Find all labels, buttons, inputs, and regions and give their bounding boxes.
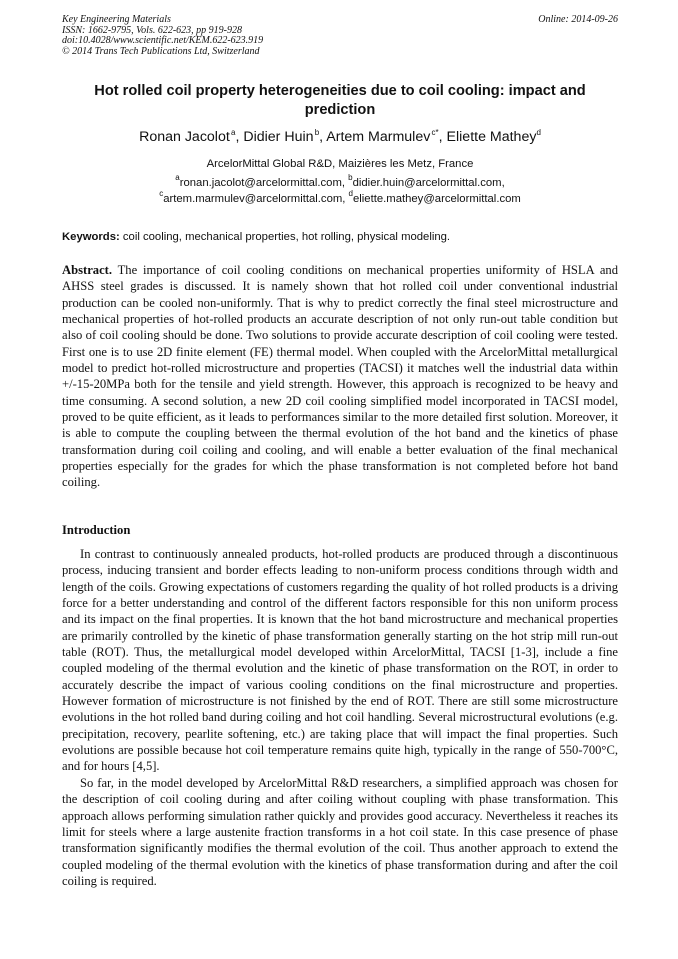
introduction-section bbox=[62, 546, 618, 889]
email-list bbox=[62, 173, 618, 207]
author-name: Didier Huin bbox=[243, 129, 314, 145]
author-superscript: c* bbox=[431, 128, 439, 137]
email-address[interactable]: ronan.jacolot@arcelormittal.com, bbox=[179, 177, 346, 189]
abstract-label: Abstract. bbox=[62, 263, 113, 277]
abstract-text: The importance of coil cooling conditions on mechanical properties uniformity of HSLA and AHSS steel grades is discussed. It is namely shown that hot rolled coil under conventional industrial production can be cooled non-uniformly. That is why to predict correctly the final steel microstructure and mechanical properties of hot-rolled products an accurate description of not only run-out table condition but also of coil cooling should be done. Two solutions to provide accurate description of coil cooling were tested. First one is to use 2D finite element (FE) thermal model. When coupled with the ArcelorMittal metallurgical model to predict hot-rolled microstructure and properties (TACSI) it matches well the industrial data within +/-15-20MPa both for the tensile and yield strength. However, this approach is recognized to be heavy and time consuming. A second solution, a new 2D coil cooling simplified model incorporated in TACSI model, proved to be quite efficient, as it leads to performances similar to the more detailed first solution. Moreover, it is able to compute the coupling between the thermal evolution of the hot band and the kinetics of phase transformation during coil coiling and cooling, and will enable a better evaluation of the final mechanical properties especially for the grades for which the phase transformation is not completed before hot band coiling. bbox=[62, 263, 619, 490]
email-address[interactable]: artem.marmulev@arcelormittal.com, bbox=[163, 192, 346, 205]
journal-header bbox=[62, 15, 618, 57]
section-heading-introduction: Introduction bbox=[62, 523, 131, 537]
email-address[interactable]: eliette.mathey@arcelormittal.com bbox=[353, 192, 521, 205]
author-superscript: d bbox=[536, 128, 541, 137]
keywords-label: Keywords: bbox=[62, 231, 120, 243]
doi-line: doi:10.4028/www.scientific.net/KEM.622-623.919 bbox=[62, 35, 264, 47]
author-superscript: a bbox=[230, 128, 236, 137]
paragraph: So far, in the model developed by ArcelorMittal R&D researchers, a simplified approach was chosen for the description of coil cooling during and after coiling without coupling with phase transformation. This approach allows performing simulation rather quickly and provides good accuracy. Nevertheless it reaches its limit for steels where a large austenite fraction transforms in a hot coil state. In this case presence of phase transformation significantly modifies the thermal evolution of the coil. Thus another approach to extend the coupled modeling of the thermal evolution with the kinetics of phase transformation during and after the coil coiling is required. bbox=[62, 775, 618, 888]
paragraph: In contrast to continuously annealed products, hot-rolled products are produced through a discontinuous process, inducing transient and border effects leading to non-uniform process conditions through width and length of the coils. Growing expectations of customers regarding the quality of hot rolled products is a driving force for a better understanding and control of the different factors responsible for this non uniform process and its impact on the final properties. It is known that the hot band microstructure and mechanical properties are primarily controlled by the kinetic of phase transformation generally starting on the hot strip mill run-out table (ROT). Thus, the metallurgical model developed within ArcelorMittal, TACSI [1-3], include a fine coupled modeling of the thermal evolution and the kinetic of phase transformation on the ROT, in order to accurately describe the impact of various cooling conditions on the final microstructure and properties. However formation of microstructure is not finished by the end of ROT. There are still some microstructure evolutions in the hot rolled band during coiling and hot coil handling. Several microstructural evolutions (e.g. precipitation, recovery, pearlite softening, etc.) are taking place that will impact the final properties. Such evolutions are possible because hot coil temperature remains quite high, typically in the range of 550-700°C, and for hours [4,5]. bbox=[62, 547, 618, 774]
keywords bbox=[62, 230, 618, 245]
paper-title: Hot rolled coil property heterogeneities due to coil cooling: impact and prediction bbox=[94, 83, 586, 118]
keywords-text: coil cooling, mechanical properties, hot rolling, physical modeling. bbox=[122, 231, 451, 243]
journal-name: Key Engineering Materials bbox=[62, 14, 171, 25]
email-superscript: a bbox=[175, 173, 180, 182]
email-superscript: b bbox=[348, 173, 353, 182]
author-list: Ronan Jacolot $^a$, Didier Huin $^b$, Artem Marmulev $^{c*}$, Eliette Mathey$^d$ bbox=[139, 128, 541, 145]
author-superscript: b bbox=[314, 128, 320, 137]
email-line bbox=[62, 188, 618, 208]
email-line bbox=[62, 173, 618, 192]
affiliation: ArcelorMittal Global R&D, Maizières les Metz, France bbox=[206, 158, 474, 170]
issn-line: ISSN: 1662-9795, Vols. 622-623, pp 919-928 bbox=[62, 24, 242, 36]
email-superscript: d bbox=[348, 188, 353, 198]
copyright-line: © 2014 Trans Tech Publications Ltd, Switzerland bbox=[62, 45, 260, 57]
author-name: Artem Marmulev bbox=[326, 129, 431, 145]
author-name: Ronan Jacolot bbox=[139, 129, 230, 145]
email-superscript: c bbox=[159, 188, 164, 198]
online-date: Online: 2014-09-26 bbox=[538, 14, 618, 25]
email-address[interactable]: didier.huin@arcelormittal.com, bbox=[352, 177, 505, 189]
author-name: Eliette Mathey bbox=[446, 129, 537, 145]
abstract bbox=[62, 262, 618, 491]
